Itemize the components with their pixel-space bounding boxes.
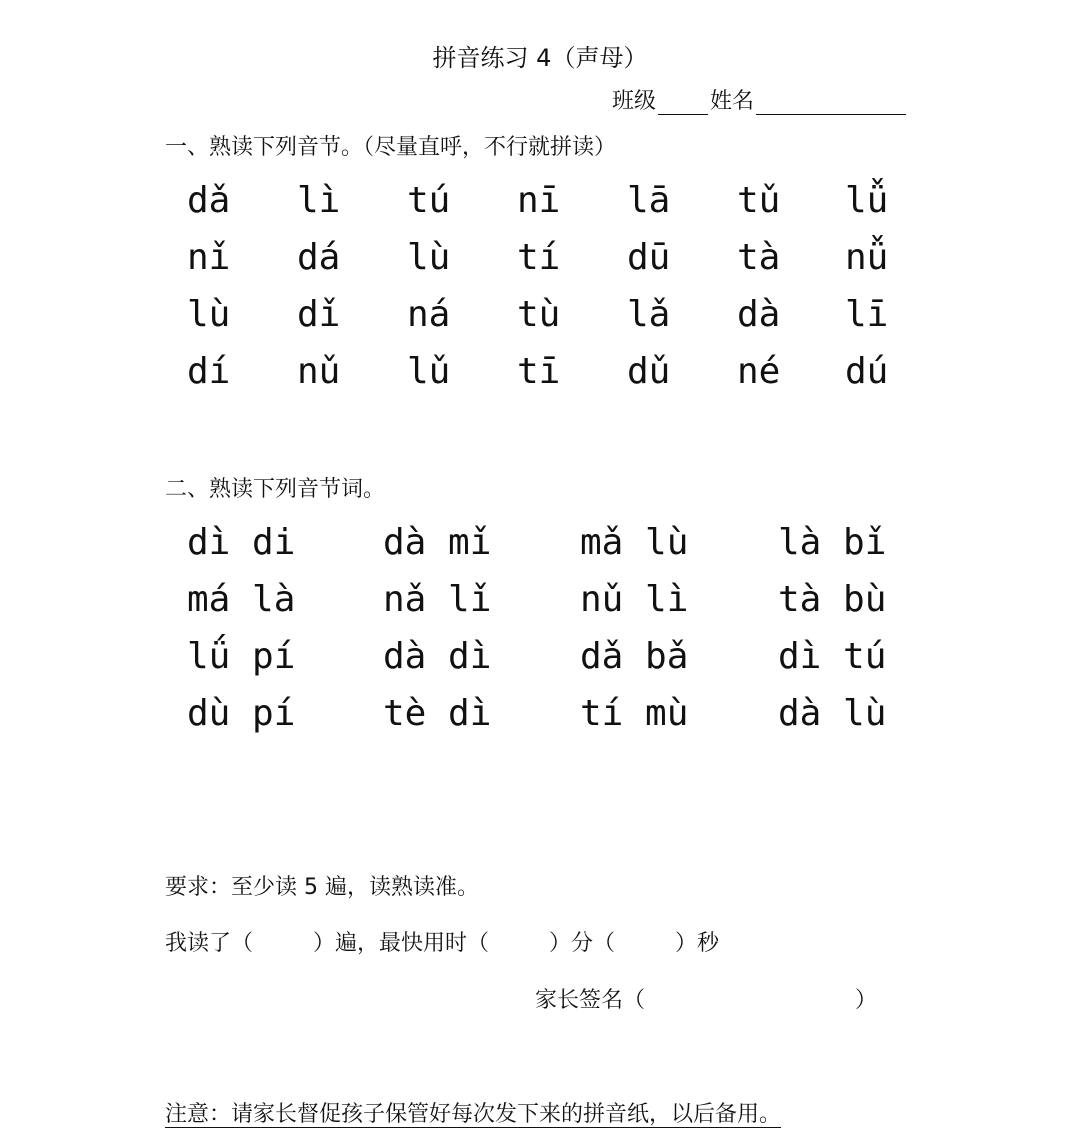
- syllable: tí: [517, 237, 561, 278]
- parent-signature-line: [535, 983, 877, 1014]
- word: dà lù: [778, 693, 887, 734]
- syllable: nǔ: [297, 351, 341, 392]
- minutes-label: ）分（: [549, 931, 616, 956]
- word: dà dì: [383, 636, 492, 677]
- syllable: dí: [187, 351, 231, 392]
- parent-signature-label: 家长签名（: [535, 988, 646, 1013]
- section-2-heading: 二、熟读下列音节词。: [165, 477, 386, 502]
- read-record-line: [165, 926, 719, 957]
- syllable: dǐ: [297, 294, 341, 335]
- word: tè dì: [383, 693, 492, 734]
- syllable: dǔ: [627, 351, 671, 392]
- syllable: nī: [517, 180, 561, 221]
- section-1-heading: 一、熟读下列音节。（尽量直呼，不行就拼读）: [165, 135, 617, 160]
- word: dà mǐ: [383, 522, 492, 563]
- syllable: lǚ: [845, 180, 889, 221]
- read-count-label: 我读了（: [165, 931, 254, 956]
- seconds-label: ）秒: [675, 931, 720, 956]
- word: mǎ lù: [580, 522, 689, 563]
- word: tà bù: [778, 579, 887, 620]
- word: nǔ lì: [580, 579, 689, 620]
- word: dì tú: [778, 636, 887, 677]
- syllable: lā: [627, 180, 671, 221]
- page-title: 拼音练习 4（声母）: [432, 44, 648, 72]
- syllable: nǐ: [187, 237, 231, 278]
- syllable: lǔ: [407, 351, 451, 392]
- word: dù pí: [187, 693, 296, 734]
- notice-text: 注意：请家长督促孩子保管好每次发下来的拼音纸，以后备用。: [165, 1102, 782, 1127]
- syllable: ná: [407, 294, 451, 335]
- syllable: tǔ: [737, 180, 781, 221]
- syllable: né: [737, 351, 781, 392]
- syllable: nǚ: [845, 237, 889, 278]
- syllable: tù: [517, 294, 561, 335]
- syllable: lǎ: [627, 294, 671, 335]
- word: là bǐ: [778, 522, 887, 563]
- syllable: tà: [737, 237, 781, 278]
- syllable: dá: [297, 237, 341, 278]
- syllable: lù: [407, 237, 451, 278]
- syllable: lī: [845, 294, 889, 335]
- word: tí mù: [580, 693, 689, 734]
- word: nǎ lǐ: [383, 579, 492, 620]
- syllable: lì: [297, 180, 341, 221]
- syllable: tú: [407, 180, 451, 221]
- parent-signature-close: ）: [855, 988, 878, 1013]
- syllable: dǎ: [187, 180, 231, 221]
- syllable: tī: [517, 351, 561, 392]
- syllable: lù: [187, 294, 231, 335]
- syllable: dū: [627, 237, 671, 278]
- class-label: 班级: [612, 89, 657, 114]
- name-label: 姓名: [710, 89, 755, 114]
- word: dì di: [187, 522, 296, 563]
- word: dǎ bǎ: [580, 636, 689, 677]
- word: lǘ pí: [187, 636, 296, 677]
- word: má là: [187, 579, 296, 620]
- syllable: dú: [845, 351, 889, 392]
- fastest-time-label: ）遍，最快用时（: [313, 931, 490, 956]
- syllable: dà: [737, 294, 781, 335]
- requirement-text: 要求：至少读 5 遍，读熟读准。: [165, 875, 479, 900]
